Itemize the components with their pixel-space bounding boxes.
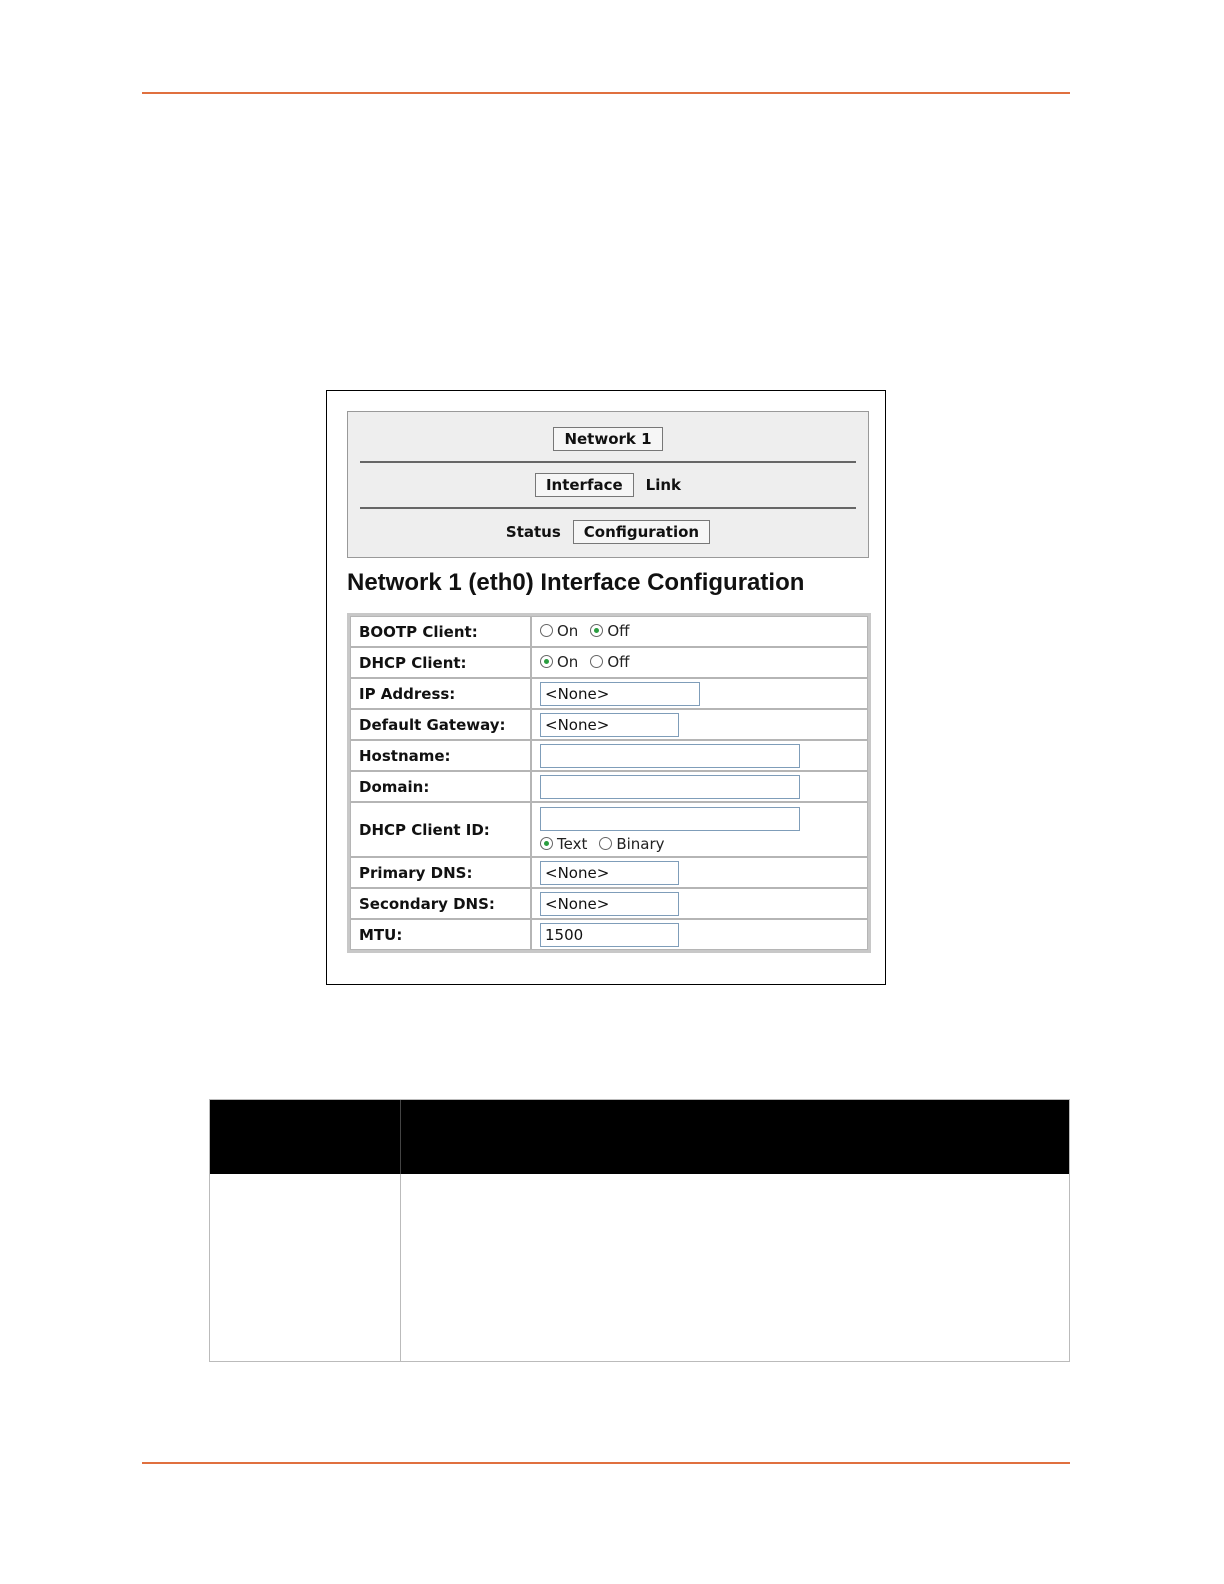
default-gateway-field[interactable]: <None> bbox=[540, 713, 679, 737]
radio-label: Text bbox=[557, 834, 588, 853]
status-tab[interactable]: Status bbox=[505, 523, 561, 541]
secondary-dns-field[interactable]: <None> bbox=[540, 892, 679, 916]
primary-dns-field[interactable]: <None> bbox=[540, 861, 679, 885]
header-column-divider bbox=[400, 1100, 401, 1174]
radio-label: On bbox=[557, 652, 579, 671]
table-row bbox=[350, 740, 868, 771]
hostname-field[interactable] bbox=[540, 744, 800, 768]
screenshot-figure bbox=[326, 390, 886, 985]
bootp-client-cell bbox=[531, 616, 868, 647]
header-rule bbox=[142, 92, 1070, 94]
nav-divider bbox=[360, 461, 856, 463]
radio-label: Off bbox=[607, 621, 630, 640]
domain-field[interactable] bbox=[540, 775, 800, 799]
table-row bbox=[350, 678, 868, 709]
page-title: Network 1 (eth0) Interface Configuration bbox=[347, 569, 805, 596]
ip-address-label: IP Address: bbox=[350, 678, 531, 709]
default-gateway-label: Default Gateway: bbox=[350, 709, 531, 740]
dhcp-client-cell bbox=[531, 647, 868, 678]
table-row bbox=[350, 857, 868, 888]
mtu-label: MTU: bbox=[350, 919, 531, 950]
nav-panel bbox=[347, 411, 869, 558]
config-form-table bbox=[347, 613, 871, 953]
domain-label: Domain: bbox=[350, 771, 531, 802]
dhcp-client-id-label: DHCP Client ID: bbox=[350, 802, 531, 857]
table-header bbox=[210, 1100, 1069, 1174]
table-row bbox=[350, 647, 868, 678]
dhcp-client-label: DHCP Client: bbox=[350, 647, 531, 678]
text-radio[interactable] bbox=[540, 837, 553, 850]
dhcp-client-id-field[interactable] bbox=[540, 807, 800, 831]
settings-description-table bbox=[209, 1099, 1070, 1362]
table-row bbox=[350, 709, 868, 740]
table-row bbox=[350, 919, 868, 950]
network-1-button[interactable]: Network 1 bbox=[553, 427, 662, 451]
footer-rule bbox=[142, 1462, 1070, 1464]
nav-divider bbox=[360, 507, 856, 509]
bootp-client-label: BOOTP Client: bbox=[350, 616, 531, 647]
secondary-dns-label: Secondary DNS: bbox=[350, 888, 531, 919]
nav-row-section bbox=[348, 472, 868, 498]
radio-label: Binary bbox=[616, 834, 665, 853]
link-tab[interactable]: Link bbox=[645, 476, 682, 494]
nav-row-network bbox=[348, 426, 868, 452]
table-row bbox=[350, 616, 868, 647]
ip-address-field[interactable]: <None> bbox=[540, 682, 700, 706]
interface-button[interactable]: Interface bbox=[535, 473, 634, 497]
mtu-field[interactable]: 1500 bbox=[540, 923, 679, 947]
hostname-label: Hostname: bbox=[350, 740, 531, 771]
bootp-on-radio[interactable] bbox=[540, 624, 553, 637]
table-row bbox=[350, 802, 868, 857]
radio-label: Off bbox=[607, 652, 630, 671]
binary-radio[interactable] bbox=[599, 837, 612, 850]
table-row bbox=[350, 771, 868, 802]
bootp-off-radio[interactable] bbox=[590, 624, 603, 637]
table-row bbox=[350, 888, 868, 919]
primary-dns-label: Primary DNS: bbox=[350, 857, 531, 888]
dhcp-off-radio[interactable] bbox=[590, 655, 603, 668]
radio-label: On bbox=[557, 621, 579, 640]
nav-row-view bbox=[348, 519, 868, 545]
dhcp-on-radio[interactable] bbox=[540, 655, 553, 668]
configuration-button[interactable]: Configuration bbox=[573, 520, 710, 544]
